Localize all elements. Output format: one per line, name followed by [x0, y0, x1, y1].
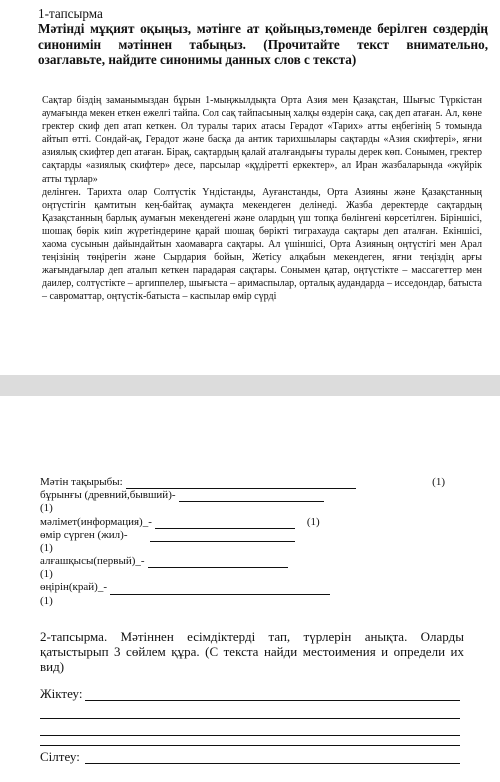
field-title	[40, 476, 480, 489]
field-label: Мәтін тақырыбы:	[40, 475, 123, 488]
answer-line[interactable]	[85, 700, 460, 701]
answer-line[interactable]	[148, 557, 288, 568]
task1-text: Сақтар біздің заманымыздан бұрын 1-мыңжылдықта Орта Азия мен Қазақстан, Шығыс Түркістан аумағында мекен еткен ежелгі тайпа. Сол сақ тайпасының халқы өздерін сақа, сақ деп атаған. Ал, көне гректер скиф деп атап кеткен. Ол туралы тарих атасы Герадот «Тарих» атты еңбегінің 5 томында айтып өтті. Сондай-ақ, Герадот және басқа да антик тарихшылары сақтарды «Азия скифтері», яғни азиялық скифтер деп атаған. Бірақ, сақтардың қалай аталғандығы туралы дерек көп. Сонымен, гректер сақтарды «азиялық скифтер» десе, парсылар «құдіретті еркектер», ал Иран жазбаларында «жүйрік атты тұрлар» делінген. Тарихта олар Солтүстік Үндістанды, Ауғанстанды, Орта Азияны және Қазақстанның оңтүстігін қамтитын кең-байтақ аумақта мекендеген делінеді. Жазба деректерде сақтардың Қазақстанның барлық аумағын мекендегені және олардың үш топқа бөлінгені көрсетілген. Біріншісі, шошақ бөрік киіп жүретіндерине қарай шошақ бөрікті тиграхауда сақтары деп аталған. Екіншісі, хаома сусынын дайындайтын хаомаварга сақтары. Ал үшіншісі, Орта Азияның оңтүстігі мен Арал теңізінің төңірегін және Сырдария бойын, Жетісу алқабын мекендеген, яғни теңіздің арғы жағындағылар деп аталып кеткен парадарая сақтары. Сонымен қатар, оңтүстікте – массагеттер мен даилер, солтүстікте – аргиппелер, шығыста – аримаспылар, орталық аудандарда – исседондар, батыста – савроматтар, оңтүстік-батыста – каспылар өмір сүрді	[42, 95, 482, 303]
task1-instruction: Мәтінді мұқият оқыңыз, мәтінге ат қойыңыз,төменде берілген сөздердің синонимін мәтіннен табыңыз. (Прочитайте текст внимательно, озаглавьте, найдите синонимы данных слов с текста)	[38, 21, 488, 67]
field-points: (1)	[40, 594, 53, 607]
answer-line[interactable]	[179, 491, 324, 502]
answer-line[interactable]	[110, 584, 330, 595]
field-information	[40, 516, 480, 529]
field-label: мәлімет(информация)_-	[40, 515, 152, 528]
field-label: өңірін(край)_-	[40, 581, 107, 594]
field-points: (1)	[306, 515, 320, 528]
page-2	[0, 396, 500, 782]
answer-line[interactable]	[40, 718, 460, 719]
field-points: (1)	[40, 568, 53, 581]
answer-line[interactable]	[40, 745, 460, 746]
field-points: (1)	[432, 475, 445, 488]
field-label: алғашқысы(первый)_-	[40, 555, 145, 568]
field-label: бұрынғы (древний,бывший)-	[40, 489, 176, 502]
answer-line[interactable]	[126, 478, 356, 489]
answer-line[interactable]	[40, 735, 460, 736]
field-points: (1)	[40, 541, 53, 554]
field-label: өмір сүрген (жил)-	[40, 528, 128, 541]
worksheet-fields	[40, 476, 480, 608]
field-ancient	[40, 489, 480, 502]
answer-line[interactable]	[150, 531, 295, 542]
field-lived	[40, 529, 480, 542]
answer-line[interactable]	[155, 518, 295, 529]
answer-line[interactable]	[85, 763, 460, 764]
field-first	[40, 555, 480, 568]
field-points: (1)	[40, 502, 53, 515]
task2-instruction: 2-тапсырма. Мәтіннен есімдіктерді тап, түрлерін анықта. Оларды қатыстырып 3 сөйлем құра. (С текста найди местоимения и определи их вид)	[40, 629, 464, 674]
field-region	[40, 582, 480, 595]
zhiktey-label: Жіктеу:	[40, 686, 83, 701]
page-1	[0, 0, 500, 375]
task1-title: 1-тапсырма	[38, 6, 103, 21]
siltey-label: Сілтеу:	[40, 749, 80, 764]
